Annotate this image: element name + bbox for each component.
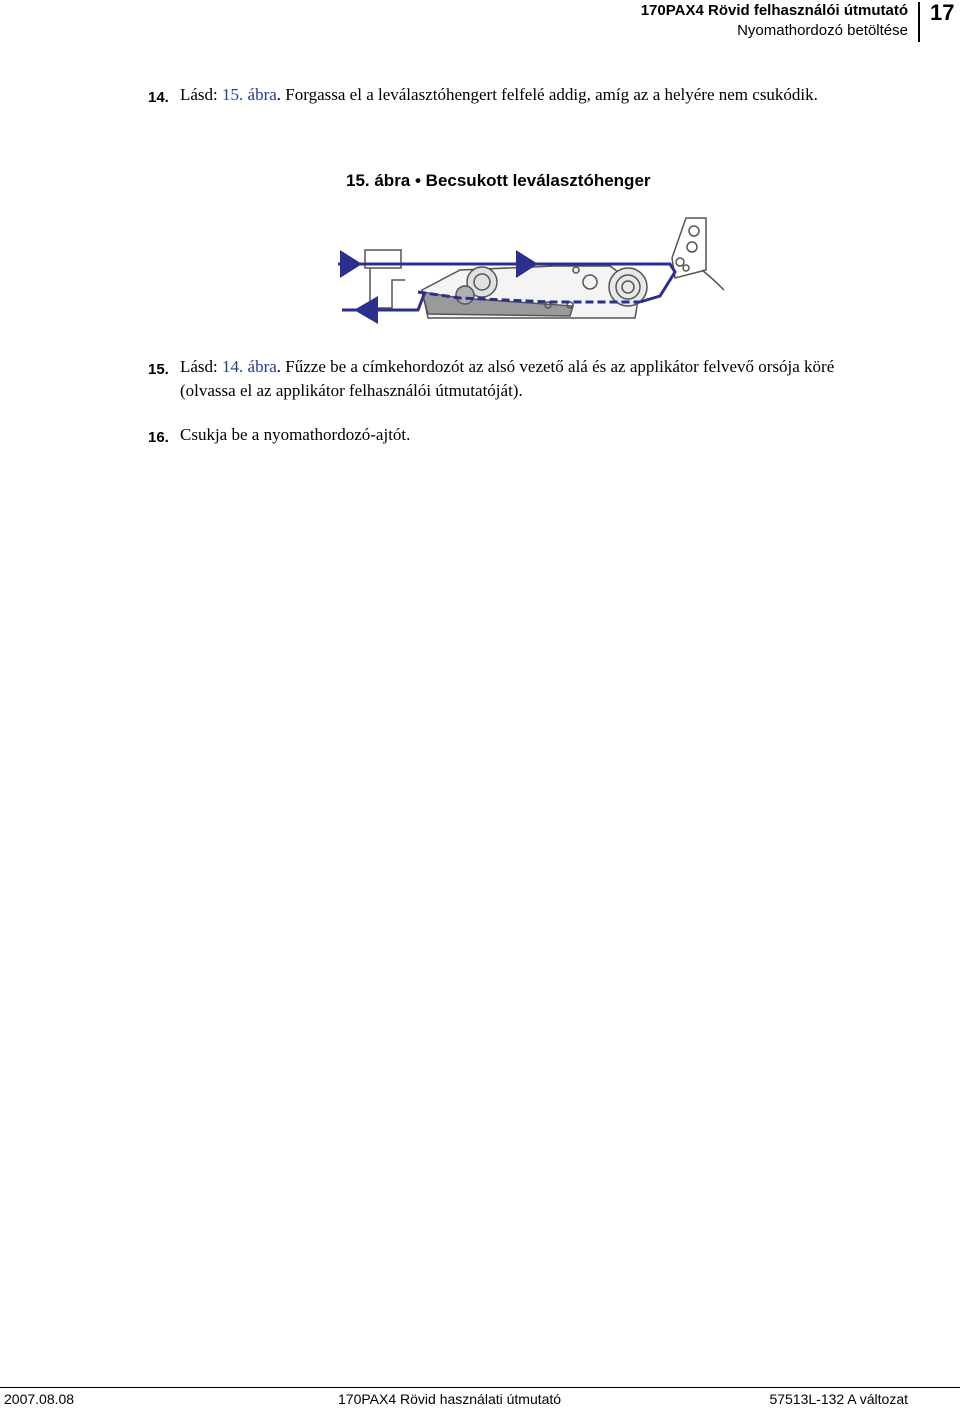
exit-web: [702, 270, 724, 290]
figure-link[interactable]: 15. ábra: [222, 85, 277, 104]
step-15: [148, 355, 888, 403]
footer-manual-title: 170PAX4 Rövid használati útmutató: [338, 1391, 562, 1407]
step-14: [148, 83, 888, 107]
figure-illustration: [330, 210, 730, 330]
header-divider: [918, 2, 920, 42]
step-body: Csukja be a nyomathordozó-ajtót.: [180, 425, 411, 444]
step-number: 14.: [148, 89, 169, 106]
footer-revision: 57513L-132 A változat: [769, 1391, 908, 1407]
figure-caption: 15. ábra • Becsukott leválasztóhenger: [346, 171, 651, 190]
footer-divider: [0, 1387, 960, 1388]
running-header: [641, 1, 908, 41]
step-text: [180, 355, 888, 403]
small-roller: [456, 286, 474, 304]
step-prefix: Lásd:: [180, 85, 223, 104]
page-number: 17: [930, 0, 955, 25]
footer-date: 2007.08.08: [4, 1391, 75, 1407]
figure-link[interactable]: 14. ábra: [222, 357, 277, 376]
arrow-right-icon: [340, 250, 362, 278]
step-16: [148, 423, 888, 447]
section-title: Nyomathordozó betöltése: [737, 22, 908, 39]
step-prefix: Lásd:: [180, 357, 223, 376]
step-body: . Fűzze be a címkehordozót az alsó vezető alá és az applikátor felvevő orsója köré (olvassa el az applikátor felhasználói útmutatóját).: [180, 357, 835, 400]
step-number: 16.: [148, 429, 169, 446]
step-text: [180, 83, 888, 107]
manual-title: 170PAX4 Rövid felhasználói útmutató: [640, 2, 908, 19]
arrow-left-icon: [354, 296, 378, 324]
step-body: . Forgassa el a leválasztóhengert felfelé addig, amíg az a helyére nem csukódik.: [276, 85, 818, 104]
step-number: 15.: [148, 361, 169, 378]
